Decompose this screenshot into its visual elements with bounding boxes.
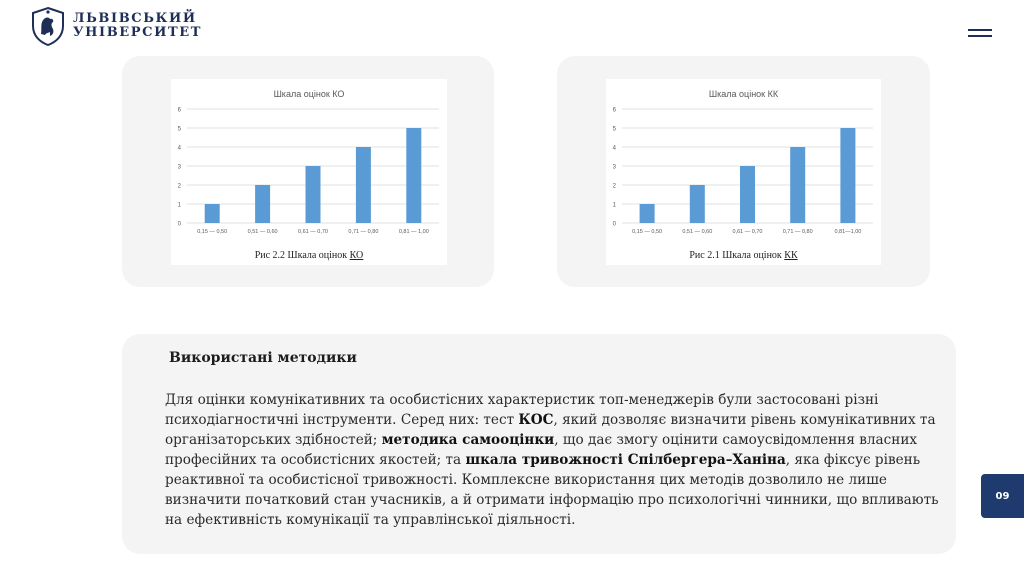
bar [356, 147, 371, 223]
caption-code: КО [349, 250, 364, 261]
y-tick-label: 3 [177, 164, 181, 171]
figure-caption-ko [171, 250, 447, 261]
logo-line-1: ЛЬВІВСЬКИЙ [73, 11, 197, 26]
y-tick-label: 2 [177, 183, 181, 190]
logo-line-2: УНІВЕРСИТЕТ [73, 25, 203, 40]
x-tick-label: 0,51 — 0,60 [247, 229, 278, 235]
y-tick-label: 0 [177, 221, 181, 228]
caption-code: КК [784, 250, 798, 261]
y-tick-label: 1 [177, 202, 181, 209]
logo-text [73, 12, 202, 40]
bar [840, 128, 855, 223]
y-tick-label: 3 [612, 164, 616, 171]
y-tick-label: 6 [177, 107, 181, 114]
x-tick-label: 0,71 — 0,80 [782, 229, 813, 235]
y-tick-label: 2 [612, 183, 616, 190]
y-tick-label: 5 [612, 126, 616, 133]
lion-shield-icon [30, 6, 66, 46]
y-tick-label: 0 [612, 221, 616, 228]
bar [205, 204, 220, 223]
chart-ko [171, 79, 447, 265]
bar [740, 166, 755, 223]
hamburger-menu-icon[interactable] [968, 27, 994, 39]
bar [790, 147, 805, 223]
text-part-3: , що дає змогу оцінити самоусвідомлення власних професійних та особистісних якостей; та [165, 432, 918, 468]
y-tick-label: 6 [612, 107, 616, 114]
section-title: Використані методики [169, 350, 357, 366]
y-tick-label: 4 [177, 145, 181, 152]
university-logo[interactable] [30, 6, 202, 46]
bold-self-assessment: методика самооцінки [381, 432, 555, 448]
caption-prefix: Рис 2.2 Шкала оцінок [254, 250, 350, 261]
x-tick-label: 0,61 — 0,70 [298, 229, 328, 235]
bar [640, 204, 655, 223]
x-tick-label: 0,81—1,00 [834, 229, 862, 235]
y-tick-label: 1 [612, 202, 616, 209]
bar [255, 185, 270, 223]
bar-chart-kk [606, 79, 881, 244]
text-part-2: , який дозволяє визначити рівень комунікативних та організаторських здібностей; [165, 412, 936, 448]
y-tick-label: 4 [612, 145, 616, 152]
methods-paragraph [165, 390, 945, 530]
x-tick-label: 0,15 — 0,50 [632, 229, 663, 235]
figure-caption-kk [606, 250, 881, 261]
x-tick-label: 0,15 — 0,50 [197, 229, 228, 235]
bar-chart-ko [171, 79, 447, 244]
page-number-badge: 09 [981, 474, 1024, 518]
x-tick-label: 0,71 — 0,80 [348, 229, 379, 235]
bar [406, 128, 421, 223]
x-tick-label: 0,51 — 0,60 [682, 229, 713, 235]
caption-prefix: Рис 2.1 Шкала оцінок [689, 250, 785, 261]
x-tick-label: 0,81 — 1,00 [398, 229, 429, 235]
chart-title: Шкала оцінок КО [273, 89, 345, 99]
y-tick-label: 5 [177, 126, 181, 133]
chart-title: Шкала оцінок КК [708, 89, 779, 99]
bold-kos: КОС [518, 412, 554, 428]
text-part-1: Для оцінки комунікативних та особистісних характеристик топ-менеджерів були застосовані різні психодіагностичні інструменти. Серед них: тест [165, 392, 879, 428]
chart-kk [606, 79, 881, 265]
x-tick-label: 0,61 — 0,70 [732, 229, 763, 235]
bar [306, 166, 321, 223]
text-part-4: , яка фіксує рівень реактивної та особистісної тривожності. Комплексне використання цих методів дозволило не лише визначити початковий стан учасників, а й отримати інформацію про психологічні чинники, що впливають на ефективність комунікації та управлінської діяльності. [165, 452, 939, 528]
bold-anxiety-scale: шкала тривожності Спілбергера–Ханіна [465, 452, 786, 468]
bar [690, 185, 705, 223]
